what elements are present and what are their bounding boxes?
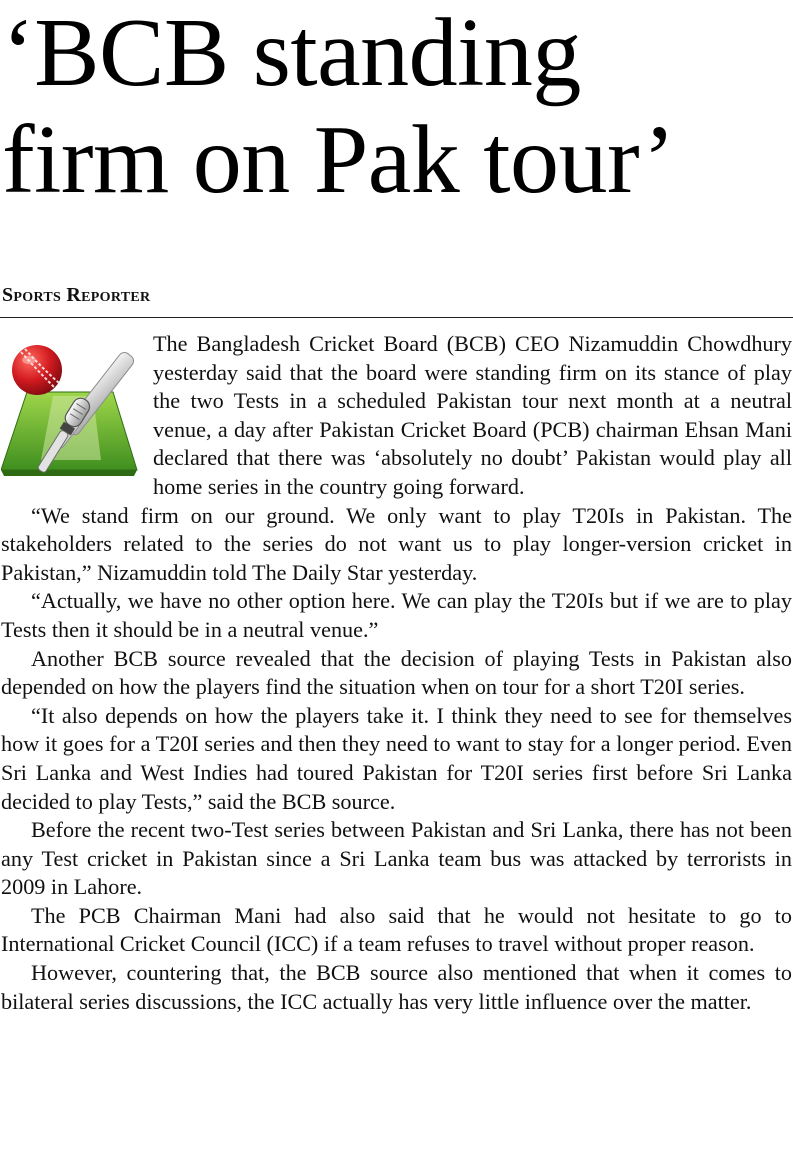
article-paragraph: The Bangladesh Cricket Board (BCB) CEO Nizamuddin Chowdhury yesterday said that the board were standing firm on its stance of play the two Tests in a scheduled Pakistan tour next month at a neutral venue, a day after Pakistan Cricket Board (PCB) chairman Ehsan Mani declared that there was ‘absolutely no doubt’ Pakistan would play all home series in the country going forward. (153, 331, 792, 499)
article-paragraph: “We stand firm on our ground. We only want to play T20Is in Pakistan. The stakeholders related to the series do not want us to play longer-version cricket in Pakistan,” Nizamuddin told The Daily Star yesterday. (1, 502, 792, 585)
article-paragraph: The PCB Chairman Mani had also said that he would not hesitate to go to International Cricket Council (ICC) if a team refuses to travel without proper reason. (1, 902, 792, 957)
cricket-ball-bat-microphone-icon (1, 330, 139, 480)
headline (2, 0, 793, 214)
byline-divider (0, 317, 793, 318)
article-paragraph: “Actually, we have no other option here. We can play the T20Is but if we are to play Tests then it should be in a neutral venue.” (1, 588, 792, 642)
article-body (1, 330, 792, 1016)
article-paragraph: Before the recent two-Test series between Pakistan and Sri Lanka, there has not been any Test cricket in Pakistan since a Sri Lanka team bus was attacked by terrorists in 2009 in Lahore. (1, 817, 792, 900)
byline: Sports Reporter (2, 284, 151, 306)
article-paragraph: “It also depends on how the players take it. I think they need to see for themselves how it goes for a T20I series and then they need to want to stay for a longer period. Even Sri Lanka and West Indies had toured Pakistan for T20I series first before Sri Lanka decided to play Tests,” said the BCB source. (1, 702, 792, 814)
cricket-illustration-icon (1, 330, 139, 480)
article-paragraph: However, countering that, the BCB source also mentioned that when it comes to bilateral series discussions, the ICC actually has very little influence over the matter. (1, 960, 792, 1014)
article-paragraph: Another BCB source revealed that the decision of playing Tests in Pakistan also depended on how the players find the situation when on tour for a short T20I series. (1, 645, 792, 700)
headline-line-2: firm on Pak tour’ (2, 106, 675, 214)
headline-line-1: ‘BCB standing (2, 0, 581, 107)
